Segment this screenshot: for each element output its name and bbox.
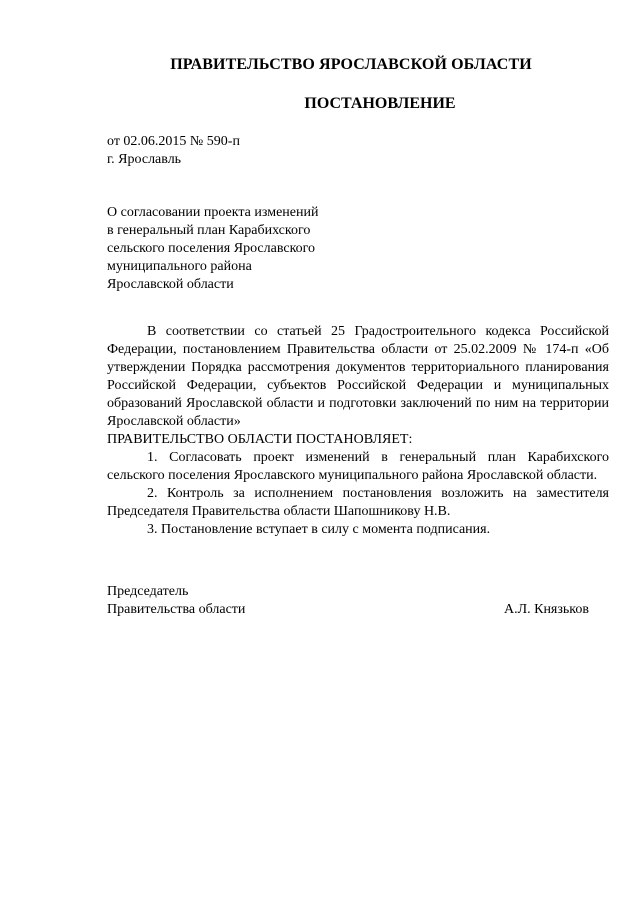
signature-row (107, 601, 589, 619)
date-number: от 02.06.2015 № 590-п (107, 134, 240, 149)
subject-line: Ярославской области (107, 277, 234, 292)
preamble-paragraph: В соответствии со статьей 25 Градостроительного кодекса Российской Федерации, постановлением Правительства области от 25.02.2009 № 174-п «Об утверждении Порядка рассмотрения документов территориального планирования Российской Федерации, субъектов Российской Федерации и муниципальных образований Ярославской области и подготовки заключений по ним на территории Ярославской области» (107, 324, 609, 429)
subject-line: муниципального района (107, 259, 252, 274)
signatory-title-line1: Председатель (107, 584, 189, 599)
subject-line: сельского поселения Ярославского (107, 241, 316, 256)
resolves-line: ПРАВИТЕЛЬСТВО ОБЛАСТИ ПОСТАНОВЛЯЕТ: (107, 432, 413, 447)
resolution-item-3: 3. Постановление вступает в силу с момента подписания. (147, 522, 491, 537)
document-meta (107, 133, 240, 169)
document-type-title: ПОСТАНОВЛЕНИЕ (304, 95, 456, 112)
document-subject (107, 204, 367, 294)
organization-title: ПРАВИТЕЛЬСТВО ЯРОСЛАВСКОЙ ОБЛАСТИ (170, 56, 532, 73)
resolution-item-2: 2. Контроль за исполнением постановления возложить на заместителя Председателя Правительства области Шапошникову Н.В. (107, 486, 609, 519)
subject-line: в генеральный план Карабихского (107, 223, 311, 238)
city: г. Ярославль (107, 152, 182, 167)
resolution-item-1: 1. Согласовать проект изменений в генеральный план Карабихского сельского поселения Ярославского муниципального района Ярославской области. (107, 450, 609, 483)
signature-block (107, 583, 589, 619)
signatory-name: А.Л. Князьков (504, 602, 589, 617)
signatory-title-line2: Правительства области (107, 602, 246, 617)
subject-line: О согласовании проекта изменений (107, 205, 319, 220)
document-body (107, 323, 609, 539)
